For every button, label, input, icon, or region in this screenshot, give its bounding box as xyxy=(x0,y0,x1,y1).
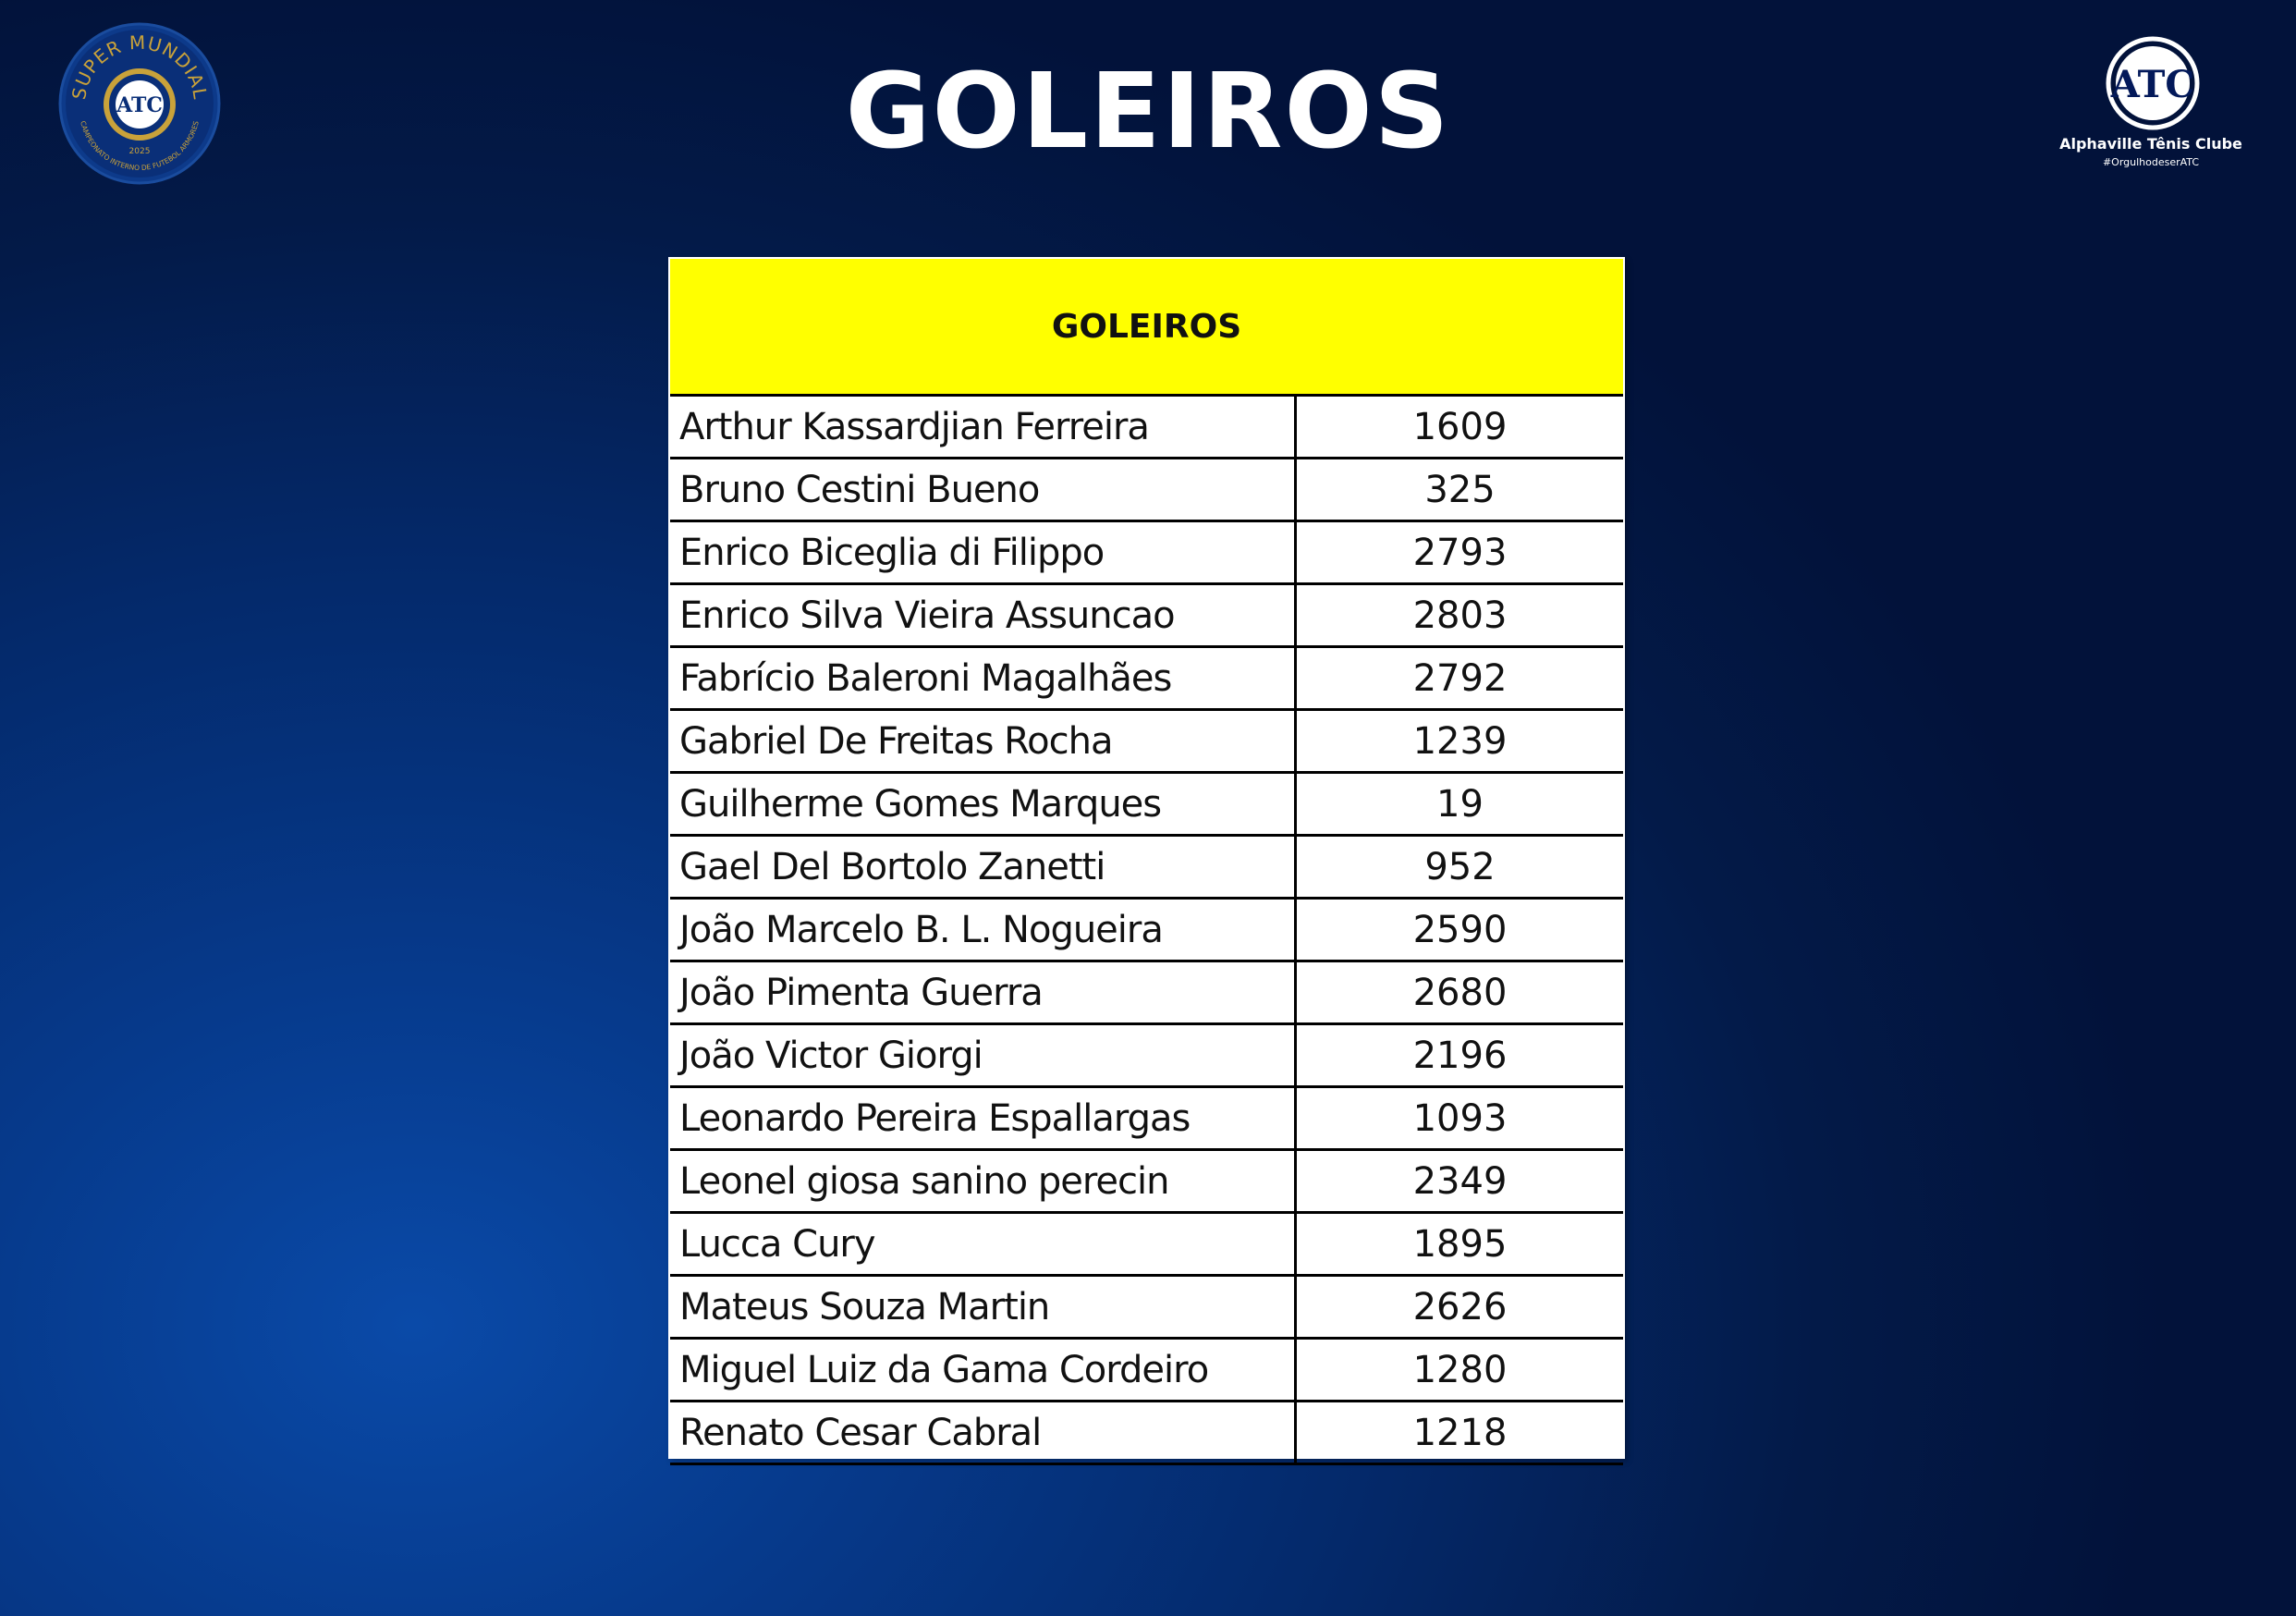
player-name: Leonel giosa sanino perecin xyxy=(670,1151,1297,1211)
table-row xyxy=(670,459,1623,522)
table-row xyxy=(670,1340,1623,1402)
player-name: João Marcelo B. L. Nogueira xyxy=(670,900,1297,960)
player-name: Renato Cesar Cabral xyxy=(670,1402,1297,1463)
player-name: Gabriel De Freitas Rocha xyxy=(670,711,1297,771)
player-number: 19 xyxy=(1436,783,1484,826)
player-number: 952 xyxy=(1424,846,1496,888)
player-name: Miguel Luiz da Gama Cordeiro xyxy=(670,1340,1297,1400)
player-name: João Pimenta Guerra xyxy=(670,962,1297,1022)
player-number: 1218 xyxy=(1412,1412,1508,1454)
table-row xyxy=(670,1214,1623,1277)
table-row xyxy=(670,1402,1623,1465)
logo-year: 2025 xyxy=(128,147,151,156)
player-number: 2803 xyxy=(1412,594,1508,637)
logo-bottom-text: CAMPEONATO INTERNO DE FUTEBOL ARMORES xyxy=(79,119,201,173)
atc-club-logo xyxy=(2045,35,2257,174)
player-number: 1609 xyxy=(1412,406,1508,448)
table-row xyxy=(670,774,1623,837)
goalkeepers-table xyxy=(668,257,1625,1459)
player-number: 1093 xyxy=(1412,1097,1508,1140)
player-number: 2349 xyxy=(1412,1160,1508,1203)
player-number: 2792 xyxy=(1412,657,1508,700)
table-row xyxy=(670,397,1623,459)
table-rows xyxy=(670,397,1623,1465)
table-row xyxy=(670,900,1623,962)
page-title: GOLEIROS xyxy=(845,52,1451,172)
right-monogram: ATC xyxy=(2110,63,2195,106)
table-row xyxy=(670,1277,1623,1340)
player-name: Arthur Kassardjian Ferreira xyxy=(670,397,1297,457)
player-name: Guilherme Gomes Marques xyxy=(670,774,1297,834)
club-name: Alphaville Tênis Clube xyxy=(2059,135,2242,153)
logo-arc-text: SUPER MUNDIAL xyxy=(67,31,212,102)
table-row xyxy=(670,962,1623,1025)
table-header: GOLEIROS xyxy=(670,259,1623,397)
player-name: Mateus Souza Martin xyxy=(670,1277,1297,1337)
table-row xyxy=(670,585,1623,648)
club-tagline: #OrgulhodeserATC xyxy=(2102,156,2200,168)
table-row xyxy=(670,837,1623,900)
player-number: 2626 xyxy=(1412,1286,1508,1328)
table-row xyxy=(670,1151,1623,1214)
table-row xyxy=(670,711,1623,774)
table-row xyxy=(670,648,1623,711)
player-name: Fabrício Baleroni Magalhães xyxy=(670,648,1297,708)
player-name: Leonardo Pereira Espallargas xyxy=(670,1088,1297,1148)
player-name: João Victor Giorgi xyxy=(670,1025,1297,1085)
player-name: Lucca Cury xyxy=(670,1214,1297,1274)
player-name: Enrico Silva Vieira Assuncao xyxy=(670,585,1297,645)
table-row xyxy=(670,522,1623,585)
player-number: 1280 xyxy=(1412,1349,1508,1391)
left-monogram: ATC xyxy=(116,93,163,117)
player-number: 2590 xyxy=(1412,909,1508,951)
player-name: Gael Del Bortolo Zanetti xyxy=(670,837,1297,897)
player-name: Bruno Cestini Bueno xyxy=(670,459,1297,520)
player-name: Enrico Biceglia di Filippo xyxy=(670,522,1297,582)
player-number: 2793 xyxy=(1412,532,1508,574)
player-number: 2196 xyxy=(1412,1034,1508,1077)
player-number: 1895 xyxy=(1412,1223,1508,1266)
table-row xyxy=(670,1088,1623,1151)
player-number: 2680 xyxy=(1412,972,1508,1014)
player-number: 325 xyxy=(1424,469,1496,511)
player-number: 1239 xyxy=(1412,720,1508,763)
table-row xyxy=(670,1025,1623,1088)
